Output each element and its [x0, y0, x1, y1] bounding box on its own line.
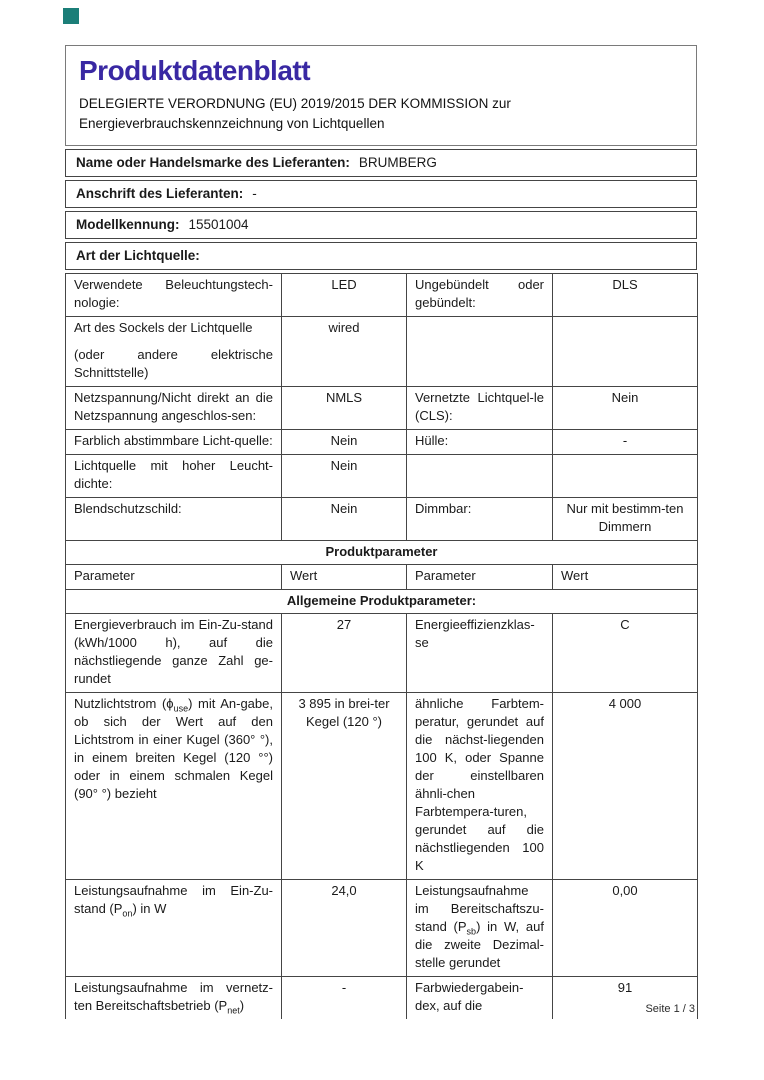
param-cell: Dimmbar:	[407, 497, 553, 540]
table-row	[66, 879, 698, 976]
table-row	[66, 454, 698, 497]
table-row	[66, 497, 698, 540]
section-title: Allgemeine Produktparameter:	[66, 589, 698, 613]
section-title: Produktparameter	[66, 540, 698, 564]
title-box	[65, 45, 697, 146]
param-cell: Nutzlichtstrom $(\phi_{use})$ mit An-gabe, ob sich der Wert auf den Lichtstrom in einer Kugel (360° °), in einem breiten Kegel (120 °°) oder in einem schmalen Kegel (90° °) bezieht	[66, 692, 282, 879]
table-row	[66, 613, 698, 692]
value-cell: Nein	[553, 386, 698, 429]
value-cell: C	[553, 613, 698, 692]
value-cell: Nein	[282, 497, 407, 540]
supplier-address-label: Anschrift des Lieferanten:	[76, 185, 244, 201]
param-cell: Farblich abstimmbare Licht-quelle:	[66, 429, 282, 454]
param-cell: Energieeffizienzklas-se	[407, 613, 553, 692]
param-cell: Vernetzte Lichtquel-le (CLS):	[407, 386, 553, 429]
param-cell: Art des Sockels der Lichtquelle (oder andere elektrische Schnittstelle)	[66, 316, 282, 386]
param-cell: Parameter	[66, 564, 282, 589]
supplier-address-row	[65, 180, 697, 208]
value-cell: Wert	[282, 564, 407, 589]
table-row	[66, 316, 698, 386]
value-cell: Nur mit bestimm-ten Dimmern	[553, 497, 698, 540]
product-parameter-table	[65, 273, 698, 1019]
value-cell: 4 000	[553, 692, 698, 879]
section-row	[66, 589, 698, 613]
regulation-subtitle: DELEGIERTE VERORDNUNG (EU) 2019/2015 DER KOMMISSION zur Energieverbrauchskennzeichnung von Lichtquellen	[79, 96, 511, 132]
param-cell: Blendschutzschild:	[66, 497, 282, 540]
table-row	[66, 273, 698, 316]
param-cell: Ungebündelt oder gebündelt:	[407, 273, 553, 316]
model-id-value: 15501004	[188, 216, 249, 232]
supplier-address-value: -	[252, 185, 257, 201]
param-cell: Leistungsaufnahme im Ein-Zu-stand $(P_{on})$ in W	[66, 879, 282, 976]
page-title: Produktdatenblatt	[79, 55, 311, 86]
value-cell: NMLS	[282, 386, 407, 429]
table-row	[66, 692, 698, 879]
supplier-name-row	[65, 149, 697, 177]
param-cell: ähnliche Farbtem-peratur, gerundet auf die nächst-liegenden 100 K, oder Spanne der einstellbaren ähnli-chen Farbtempera-turen, gerundet auf die nächstliegenden 100 K	[407, 692, 553, 879]
datasheet	[65, 45, 697, 1019]
value-cell: wired	[282, 316, 407, 386]
value-cell	[553, 316, 698, 386]
value-cell: DLS	[553, 273, 698, 316]
param-cell	[407, 316, 553, 386]
light-source-type-row	[65, 242, 697, 270]
value-cell	[553, 454, 698, 497]
table-row	[66, 386, 698, 429]
param-cell: Energieverbrauch im Ein-Zu-stand (kWh/1000 h), auf die nächstliegende ganze Zahl ge-rundet	[66, 613, 282, 692]
param-cell: Netzspannung/Nicht direkt an die Netzspannung angeschlos-sen:	[66, 386, 282, 429]
column-header-row	[66, 564, 698, 589]
value-cell: Nein	[282, 429, 407, 454]
param-cell: Leistungsaufnahme im Bereitschaftszu-stand $(P_{sb})$ in W, auf die zweite Dezimal-stelle gerundet	[407, 879, 553, 976]
value-cell: 91	[553, 976, 698, 1019]
table-row	[66, 976, 698, 1019]
light-source-type-label: Art der Lichtquelle:	[76, 247, 200, 263]
table-row	[66, 429, 698, 454]
value-cell: LED	[282, 273, 407, 316]
value-cell: -	[553, 429, 698, 454]
param-cell: Leistungsaufnahme im vernetz-ten Bereitschaftsbetrieb $(P_{net})$	[66, 976, 282, 1019]
section-row	[66, 540, 698, 564]
value-cell: 0,00	[553, 879, 698, 976]
supplier-name-value: BRUMBERG	[358, 154, 437, 170]
param-cell: Hülle:	[407, 429, 553, 454]
corner-marker	[63, 8, 79, 24]
value-cell: 27	[282, 613, 407, 692]
value-cell: 24,0	[282, 879, 407, 976]
supplier-name-label: Name oder Handelsmarke des Lieferanten:	[76, 154, 350, 170]
param-cell: Parameter	[407, 564, 553, 589]
param-cell: Farbwiedergabein-dex, auf die	[407, 976, 553, 1019]
value-cell: Nein	[282, 454, 407, 497]
model-id-label: Modellkennung:	[76, 216, 180, 232]
param-cell: Lichtquelle mit hoher Leucht-dichte:	[66, 454, 282, 497]
param-cell	[407, 454, 553, 497]
value-cell: Wert	[553, 564, 698, 589]
param-cell: Verwendete Beleuchtungstech-nologie:	[66, 273, 282, 316]
page-footer: Seite 1 / 3	[645, 1003, 695, 1015]
value-cell: -	[282, 976, 407, 1019]
model-id-row	[65, 211, 697, 239]
value-cell: 3 895 in brei-ter Kegel (120 °)	[282, 692, 407, 879]
